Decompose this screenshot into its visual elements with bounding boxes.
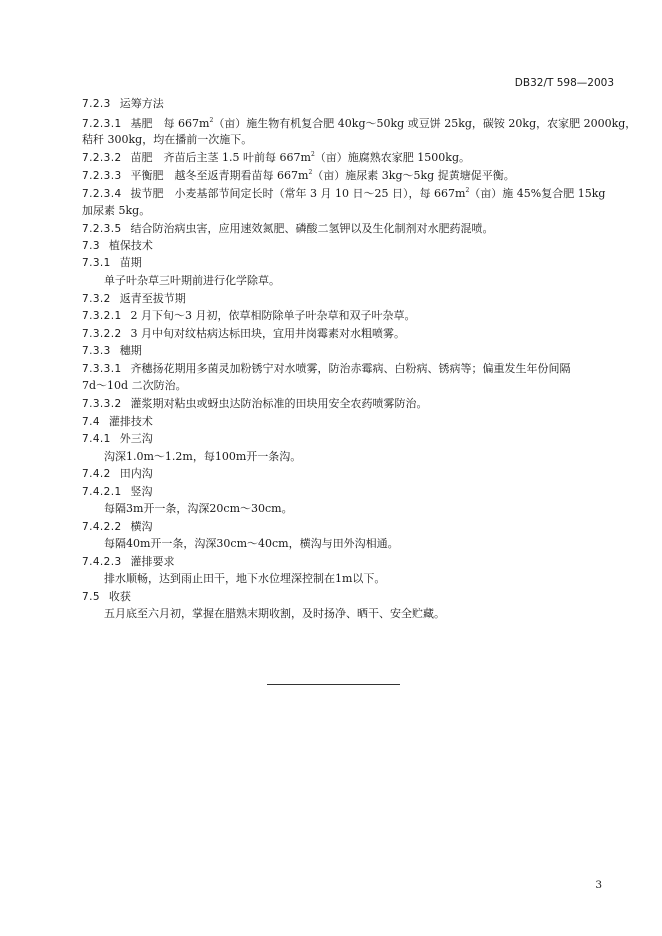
clause-number: 7.5 <box>82 591 100 603</box>
clause-text: 灌浆期对粘虫或蚜虫达防治标准的田块用安全农药喷雾防治。 <box>130 397 428 410</box>
clause-text: 竖沟 <box>130 485 153 498</box>
clause-number: 7.3.3.2 <box>82 398 122 410</box>
paragraph-text: 每隔3m开一条，沟深20cm～30cm。 <box>104 502 293 515</box>
clause-continuation <box>82 205 150 216</box>
clause-number: 7.2.3.2 <box>82 152 122 164</box>
doc-code: DB32/T 598—2003 <box>514 77 614 89</box>
clause-text: 植保技术 <box>108 239 153 252</box>
clause-7-4-2-3 <box>82 556 175 568</box>
clause-text: 苗期 <box>119 256 142 269</box>
clause-number: 7.3 <box>82 240 100 252</box>
clause-text: 基肥 每 $667m^2$（亩）施生物有机复合肥 40kg～50kg 或豆饼 25kg，碳铵 20kg，农家肥 2000kg， <box>130 117 637 130</box>
clause-7-4-2-1 <box>82 486 153 498</box>
clause-7-2-3-5 <box>82 223 494 235</box>
clause-7-3-3-1 <box>82 363 571 375</box>
clause-number: 7.3.3 <box>82 345 111 357</box>
paragraph-text: 沟深1.0m～1.2m，每100m开一条沟。 <box>104 450 302 463</box>
clause-text: 灌排技术 <box>108 415 153 428</box>
clause-7-3-3-2 <box>82 398 428 410</box>
clause-7-4-2 <box>82 468 153 480</box>
clause-number: 7.4.2.3 <box>82 556 122 568</box>
clause-number: 7.3.2.1 <box>82 310 122 322</box>
clause-text: 外三沟 <box>119 432 153 445</box>
clause-7-2-3-1 <box>82 118 636 130</box>
clause-7-4-1 <box>82 433 153 445</box>
clause-text: 横沟 <box>130 520 153 533</box>
clause-7-2-3-3 <box>82 170 515 182</box>
page-number: 3 <box>595 879 602 891</box>
clause-text: 平衡肥 越冬至返青期看苗每 $667m^2$（亩）施尿素 3kg～5kg 捉黄塘促平衡。 <box>130 169 515 182</box>
clause-text: 收获 <box>108 590 131 603</box>
clause-7-2-3 <box>82 98 164 110</box>
clause-text: 拔节肥 小麦基部节间定长时（常年 3 月 10 日～25 日），每 $667m^2$（亩）施 45%复合肥 15kg <box>130 187 606 200</box>
section-7-5 <box>82 591 131 603</box>
paragraph-text: 排水顺畅，达到雨止田干，地下水位埋深控制在1m以下。 <box>104 572 386 585</box>
paragraph-text: 五月底至六月初，掌握在腊熟末期收割，及时扬净、晒干、安全贮藏。 <box>104 607 445 620</box>
clause-text: 运筹方法 <box>119 97 164 110</box>
clause-number: 7.3.1 <box>82 257 111 269</box>
section-7-3 <box>82 240 153 252</box>
paragraph <box>104 503 293 514</box>
clause-number: 7.3.3.1 <box>82 363 122 375</box>
clause-text: 加尿素 5kg。 <box>82 204 151 217</box>
clause-text: 2 月下旬～3 月初，依草相防除单子叶杂草和双子叶杂草。 <box>130 309 416 322</box>
clause-number: 7.4.2.2 <box>82 521 122 533</box>
clause-7-3-1 <box>82 257 142 269</box>
clause-text: 灌排要求 <box>130 555 175 568</box>
paragraph-text: 每隔40m开一条，沟深30cm～40cm，横沟与田外沟相通。 <box>104 537 399 550</box>
clause-text: 秸秆 300kg，均在播前一次施下。 <box>82 133 253 146</box>
clause-continuation <box>82 380 187 391</box>
clause-7-3-3 <box>82 345 142 357</box>
clause-text: 3 月中旬对纹枯病达标田块，宜用井岗霉素对水粗喷雾。 <box>130 327 406 340</box>
clause-7-3-2-1 <box>82 310 416 322</box>
clause-number: 7.2.3.5 <box>82 223 122 235</box>
clause-number: 7.3.2 <box>82 293 111 305</box>
clause-7-2-3-2 <box>82 152 470 164</box>
clause-number: 7.2.3.3 <box>82 170 122 182</box>
clause-7-3-2-2 <box>82 328 405 340</box>
paragraph <box>104 275 280 286</box>
clause-number: 7.4.2.1 <box>82 486 122 498</box>
clause-number: 7.4.1 <box>82 433 111 445</box>
clause-text: 返青至拔节期 <box>119 292 186 305</box>
clause-number: 7.4 <box>82 416 100 428</box>
clause-text: 苗肥 齐苗后主茎 1.5 叶前每 $667m^2$（亩）施腐熟农家肥 1500kg。 <box>130 151 470 164</box>
paragraph <box>104 608 445 619</box>
clause-number: 7.2.3.1 <box>82 118 122 130</box>
clause-text: 穗期 <box>119 344 142 357</box>
section-7-4 <box>82 416 153 428</box>
paragraph <box>104 451 301 462</box>
clause-7-4-2-2 <box>82 521 153 533</box>
clause-text: 结合防治病虫害，应用速效氮肥、磷酸二氢钾以及生化制剂对水肥药混喷。 <box>130 222 494 235</box>
clause-7-2-3-4 <box>82 188 605 200</box>
clause-text: 齐穗扬花期用多菌灵加粉锈宁对水喷雾，防治赤霉病、白粉病、锈病等；偏重发生年份间隔 <box>130 362 571 375</box>
clause-number: 7.3.2.2 <box>82 328 122 340</box>
end-of-document-rule <box>267 684 400 685</box>
clause-number: 7.2.3.4 <box>82 188 122 200</box>
clause-continuation <box>82 134 252 145</box>
clause-number: 7.2.3 <box>82 98 111 110</box>
clause-number: 7.4.2 <box>82 468 111 480</box>
clause-text: 7d～10d 二次防治。 <box>82 379 187 392</box>
paragraph-text: 单子叶杂草三叶期前进行化学除草。 <box>104 274 280 287</box>
paragraph <box>104 573 385 584</box>
clause-text: 田内沟 <box>119 467 153 480</box>
paragraph <box>104 538 399 549</box>
clause-7-3-2 <box>82 293 186 305</box>
